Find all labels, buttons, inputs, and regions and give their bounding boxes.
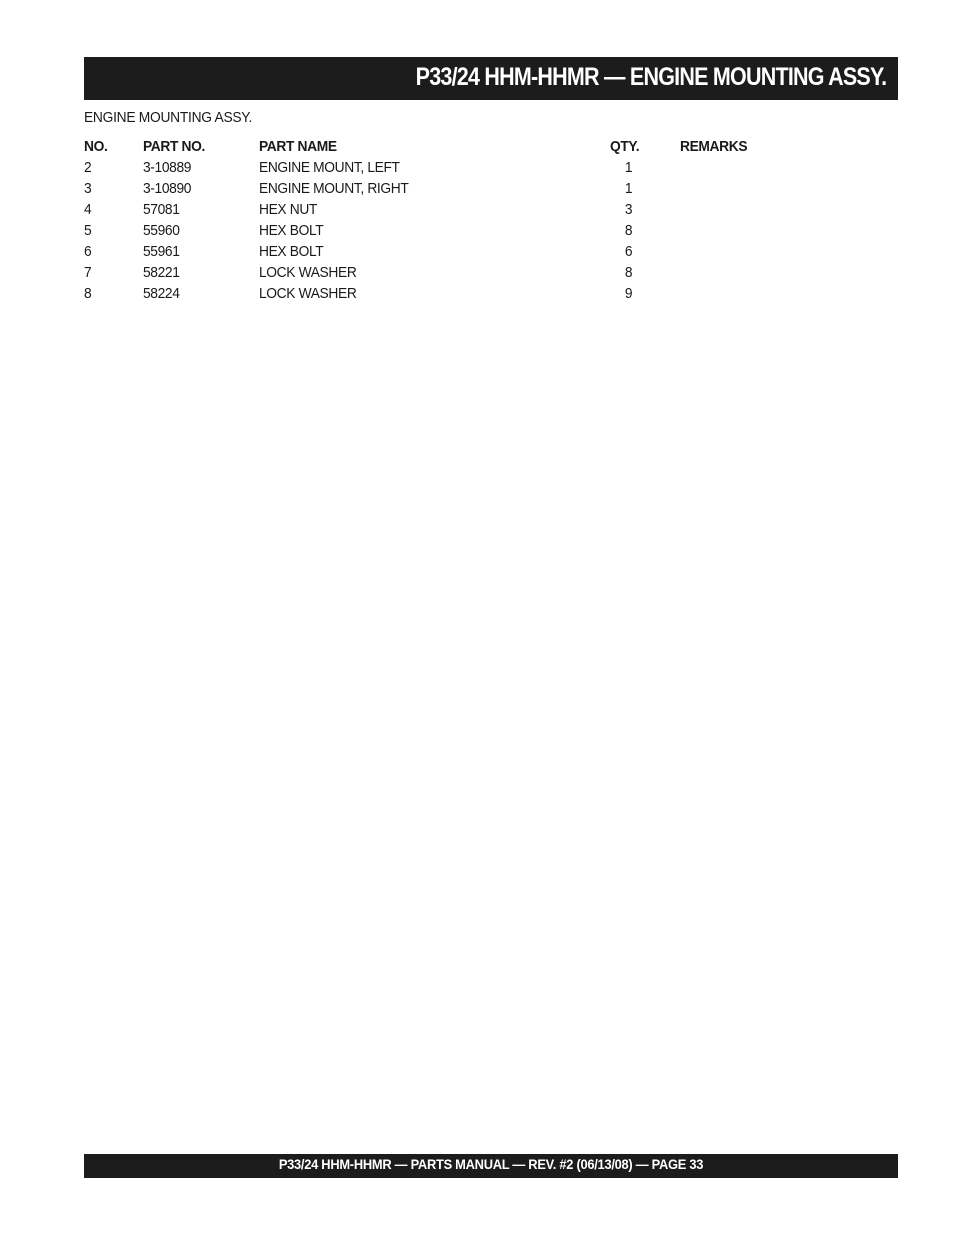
- table-row: [84, 241, 784, 262]
- row-part-name: HEX NUT: [259, 201, 318, 218]
- column-header-no: NO.: [84, 138, 108, 155]
- row-part-no: 58221: [143, 264, 180, 281]
- row-part-name: LOCK WASHER: [259, 285, 357, 302]
- row-qty: 1: [624, 180, 633, 197]
- row-part-name: HEX BOLT: [259, 222, 324, 239]
- table-row: [84, 283, 784, 304]
- page-footer: P33/24 HHM-HHMR — PARTS MANUAL — REV. #2 (06/13/08) — PAGE 33: [278, 1156, 704, 1172]
- table-row: [84, 199, 784, 220]
- row-part-name: ENGINE MOUNT, RIGHT: [259, 180, 409, 197]
- row-part-name: ENGINE MOUNT, LEFT: [259, 159, 400, 176]
- row-part-name: HEX BOLT: [259, 243, 324, 260]
- row-no: 8: [84, 285, 92, 302]
- table-row: [84, 178, 784, 199]
- column-header-remarks: REMARKS: [680, 138, 748, 155]
- row-qty: 8: [624, 264, 633, 281]
- column-header-part-name: PART NAME: [259, 138, 337, 155]
- row-part-no: 55961: [143, 243, 180, 260]
- column-header-part-no: PART NO.: [143, 138, 205, 155]
- row-qty: 3: [624, 201, 633, 218]
- row-no: 7: [84, 264, 92, 281]
- row-part-no: 58224: [143, 285, 180, 302]
- section-subtitle: ENGINE MOUNTING ASSY.: [84, 109, 253, 126]
- row-qty: 6: [624, 243, 633, 260]
- page-footer-bar: [84, 1154, 898, 1178]
- row-no: 3: [84, 180, 92, 197]
- table-header-row: [84, 136, 784, 157]
- row-no: 2: [84, 159, 92, 176]
- row-part-no: 57081: [143, 201, 180, 218]
- row-qty: 1: [624, 159, 633, 176]
- page-title: P33/24 HHM-HHMR — ENGINE MOUNTING ASSY.: [415, 63, 886, 91]
- row-part-no: 55960: [143, 222, 180, 239]
- row-no: 5: [84, 222, 92, 239]
- table-row: [84, 220, 784, 241]
- row-no: 4: [84, 201, 92, 218]
- row-qty: 8: [624, 222, 633, 239]
- page-title-bar: [84, 57, 898, 100]
- table-row: [84, 262, 784, 283]
- row-qty: 9: [624, 285, 633, 302]
- row-part-no: 3-10889: [143, 159, 192, 176]
- row-no: 6: [84, 243, 92, 260]
- column-header-qty: QTY.: [610, 138, 640, 155]
- table-row: [84, 157, 784, 178]
- parts-table: [84, 136, 784, 304]
- row-part-name: LOCK WASHER: [259, 264, 357, 281]
- row-part-no: 3-10890: [143, 180, 192, 197]
